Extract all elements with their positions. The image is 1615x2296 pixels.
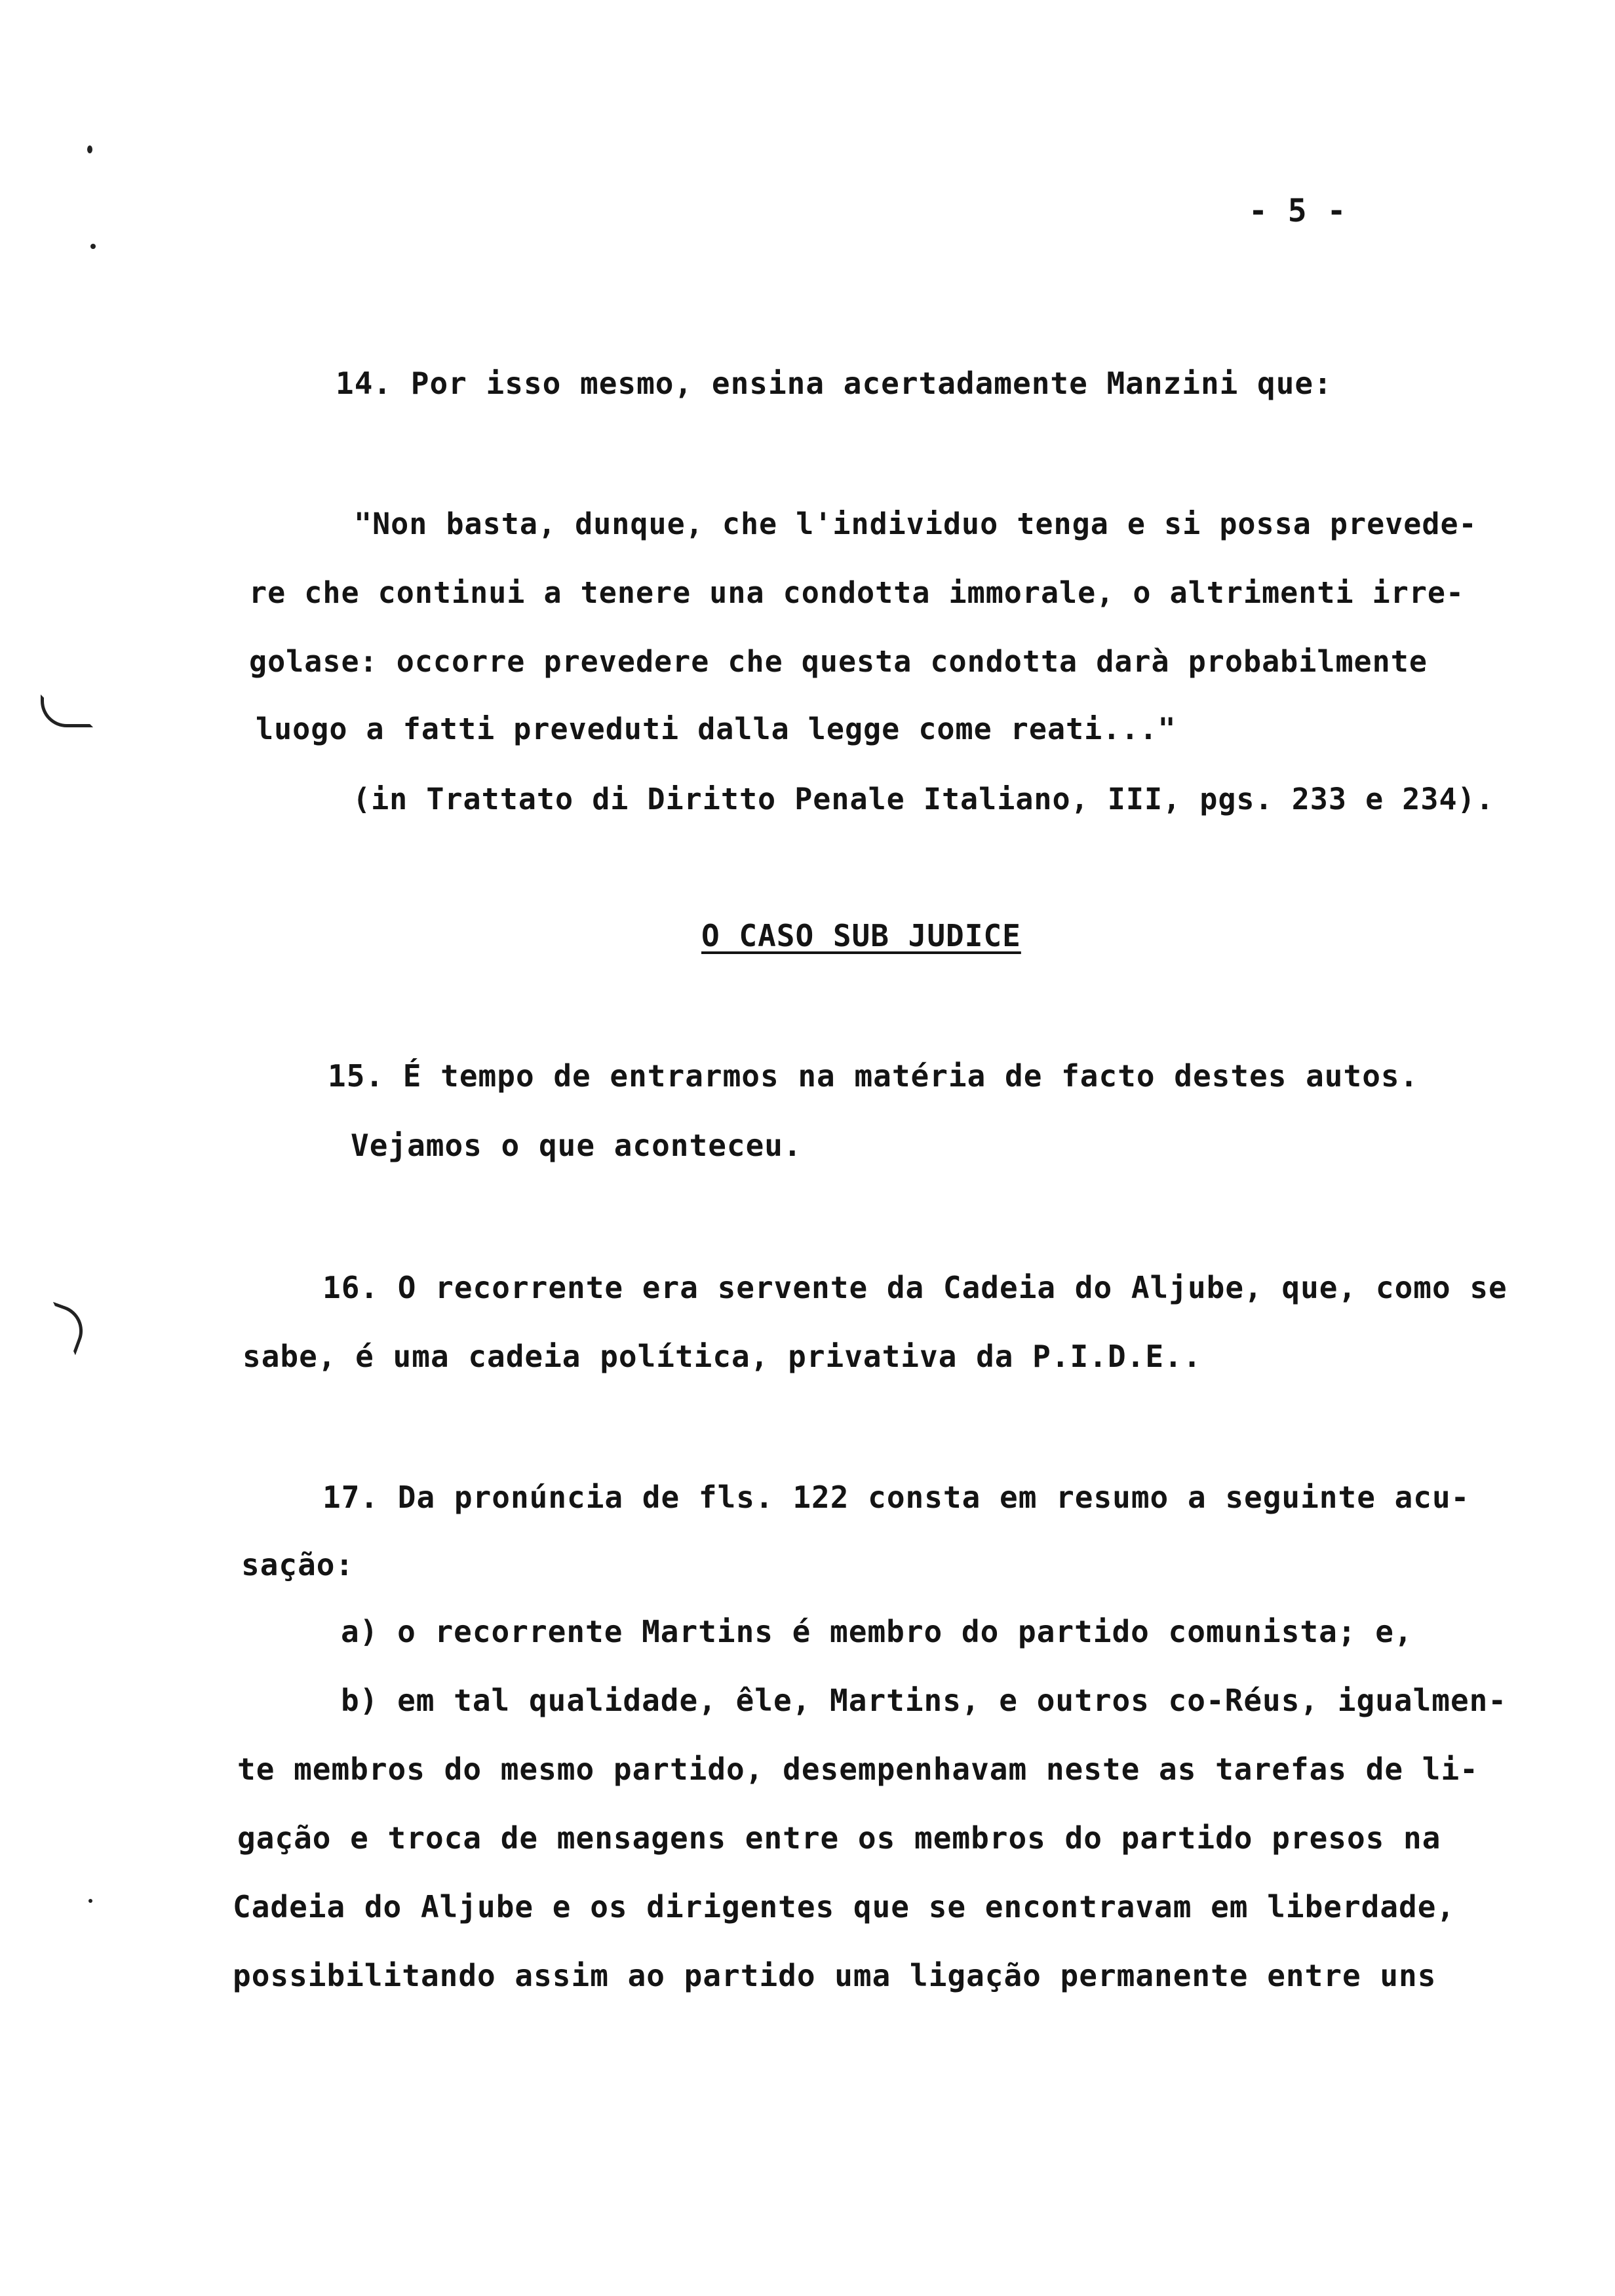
section-heading: O CASO SUB JUDICE xyxy=(701,918,1021,953)
list-item-a: a) o recorrente Martins é membro do partido comunista; e, xyxy=(341,1614,1413,1649)
paragraph-16-line: 16. O recorrente era servente da Cadeia do Aljube, que, como se xyxy=(322,1270,1508,1305)
margin-dot xyxy=(87,145,92,153)
quote-line: luogo a fatti preveduti dalla legge come reati..." xyxy=(256,712,1177,746)
list-item-b-line: Cadeia do Aljube e os dirigentes que se encontravam em liberdade, xyxy=(233,1889,1456,1924)
paragraph-15-line: 15. É tempo de entrarmos na matéria de facto destes autos. xyxy=(328,1058,1419,1094)
margin-hook-mark xyxy=(39,1302,90,1356)
quote-line: golase: occorre prevedere che questa condotta darà probabilmente xyxy=(249,644,1428,679)
quote-line: "Non basta, dunque, che l'individuo tenga e si possa prevede- xyxy=(354,507,1477,541)
paragraph-17-line: sação: xyxy=(241,1547,355,1582)
margin-dot xyxy=(88,1899,92,1903)
paragraph-17-line: 17. Da pronúncia de fls. 122 consta em resumo a seguinte acu- xyxy=(322,1480,1470,1515)
list-item-b-line: gação e troca de mensagens entre os membros do partido presos na xyxy=(237,1820,1441,1856)
list-item-b-line: te membros do mesmo partido, desempenhavam neste as tarefas de li- xyxy=(237,1751,1479,1787)
paragraph-16-line: sabe, é uma cadeia política, privativa da P.I.D.E.. xyxy=(243,1339,1202,1374)
list-item-b-line: possibilitando assim ao partido uma ligação permanente entre uns xyxy=(233,1958,1437,1993)
page-number: - 5 - xyxy=(1249,193,1347,229)
margin-hook-mark xyxy=(41,695,93,727)
paragraph-15-line: Vejamos o que aconteceu. xyxy=(351,1128,802,1163)
list-item-b-line: b) em tal qualidade, êle, Martins, e outros co-Réus, igualmen- xyxy=(341,1683,1508,1718)
citation: (in Trattato di Diritto Penale Italiano, III, pgs. 233 e 234). xyxy=(353,782,1494,816)
margin-dot xyxy=(90,244,96,249)
paragraph-14-intro: 14. Por isso mesmo, ensina acertadamente Manzini que: xyxy=(336,366,1333,401)
quote-line: re che continui a tenere una condotta immorale, o altrimenti irre- xyxy=(249,575,1465,610)
